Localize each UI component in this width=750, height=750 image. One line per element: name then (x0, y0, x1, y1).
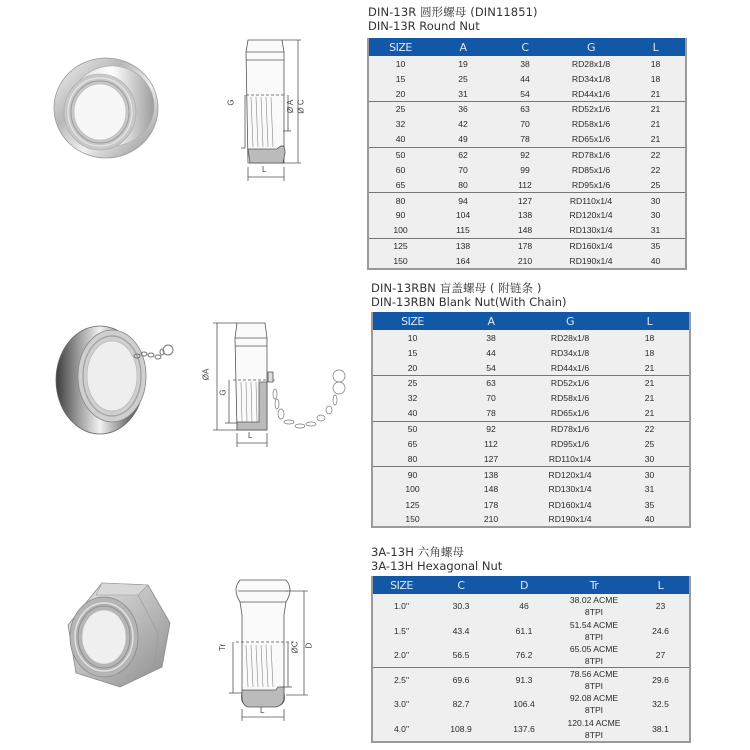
table-cell: 21 (644, 362, 655, 373)
table-cell: RD120x1/4 (530, 467, 610, 482)
dim-label-d: D (304, 642, 314, 649)
table-cell: 35 (626, 238, 686, 253)
table-row (372, 643, 690, 668)
title-en: 3A-13H Hexagonal Nut (371, 559, 503, 573)
dim-label-c: Ø C (296, 99, 306, 114)
table-cell: 31 (644, 484, 655, 495)
table-cell: 104 (455, 210, 471, 221)
table-row (372, 360, 690, 375)
table-row (372, 345, 690, 360)
table-cell: 50 (368, 147, 432, 162)
table-cell: 38.02 ACME 8TPI (569, 595, 619, 618)
table-row (368, 71, 686, 86)
table-row (368, 223, 686, 238)
table-cell: 35 (644, 499, 655, 510)
table-cell: 91.3 (492, 668, 556, 693)
table-cell: RD85x1/6 (571, 164, 611, 175)
table-cell: 21 (650, 88, 661, 99)
table-cell: 3.0" (394, 699, 409, 710)
table-cell: 1.0" (394, 601, 409, 612)
table-cell: 148 (483, 484, 499, 495)
title-cn: 3A-13H 六角螺母 (371, 545, 465, 559)
column-header-g: G (530, 312, 610, 330)
table-cell: RD160x1/4 (556, 238, 626, 253)
table-cell: 21 (644, 408, 655, 419)
table-cell: 46 (519, 601, 529, 612)
table-cell: RD160x1/4 (548, 499, 592, 510)
table-cell: 22 (650, 164, 661, 175)
table-cell: 18 (650, 73, 661, 84)
table-cell: RD95x1/6 (571, 179, 611, 190)
table-cell: 25 (644, 438, 655, 449)
spec-table-3a13h (371, 576, 691, 743)
table-cell: RD52x1/6 (530, 376, 610, 391)
column-header-d: D (492, 576, 556, 594)
table-cell: 92 (494, 147, 556, 162)
table-cell: 108.9 (450, 723, 472, 734)
table-cell: 38.1 (652, 723, 669, 734)
table-cell: RD34x1/8 (571, 73, 611, 84)
table-row (372, 692, 690, 717)
table-row (368, 117, 686, 132)
table-cell: RD28x1/8 (550, 332, 590, 343)
table-row (368, 56, 686, 71)
column-header-l: L (626, 38, 686, 56)
table-cell: 112 (518, 179, 532, 190)
table-cell: 19 (458, 58, 468, 69)
table-cell: 32.5 (652, 699, 669, 710)
table-cell: 54 (520, 88, 530, 99)
table-cell: 18 (644, 332, 655, 343)
title-en: DIN-13R Round Nut (368, 19, 480, 33)
table-cell: RD110x1/4 (548, 453, 592, 464)
section-title-3a13h (371, 545, 502, 573)
table-row (368, 238, 686, 253)
dim-label-a: ØA (201, 368, 211, 381)
table-cell: 29.6 (632, 668, 690, 693)
table-cell: 44 (520, 73, 530, 84)
table-row (372, 436, 690, 451)
table-cell: 24.6 (652, 625, 669, 636)
table-row (368, 193, 686, 208)
table-cell: 22 (610, 421, 690, 436)
table-cell: 27 (655, 650, 666, 660)
table-cell: 25 (372, 376, 452, 391)
table-cell: 60 (395, 164, 406, 175)
table-cell: 50 (372, 421, 452, 436)
hexagonal-nut-photo (58, 575, 178, 695)
table-row (368, 253, 686, 268)
table-cell: 40 (644, 514, 655, 525)
dim-label-g: G (218, 389, 228, 396)
table-row (368, 102, 686, 117)
table-cell: RD34x1/8 (550, 347, 590, 358)
round-nut-photo (42, 48, 167, 168)
table-header-row (372, 576, 690, 594)
table-cell: 15 (395, 73, 406, 84)
table-cell: 65 (395, 179, 406, 190)
table-cell: 164 (455, 255, 471, 266)
title-en: DIN-13RBN Blank Nut(With Chain) (371, 295, 567, 309)
table-row (368, 86, 686, 101)
table-cell: 21 (626, 102, 686, 117)
table-cell: 92.08 ACME 8TPI (569, 693, 619, 716)
table-row (372, 330, 690, 345)
table-cell: 78 (520, 134, 530, 145)
table-cell: 40 (407, 408, 418, 419)
table-cell: 127 (494, 193, 556, 208)
table-cell: 31 (650, 225, 661, 236)
column-header-tr: Tr (556, 576, 632, 594)
table-cell: 94 (432, 193, 494, 208)
table-cell: 63 (494, 102, 556, 117)
table-cell: 40 (650, 255, 661, 266)
column-header-l: L (610, 312, 690, 330)
table-cell: 38 (486, 332, 496, 343)
table-cell: 210 (517, 255, 533, 266)
table-cell: 56.5 (452, 650, 470, 660)
table-cell: 23 (655, 601, 666, 612)
table-row (372, 512, 690, 527)
table-cell: 82.7 (452, 699, 470, 710)
spec-table-din13rbn (371, 312, 691, 528)
table-cell: 22 (626, 147, 686, 162)
table-cell: RD65x1/6 (571, 134, 611, 145)
table-row (372, 717, 690, 742)
table-cell: 100 (393, 225, 408, 236)
table-cell: 32 (407, 393, 418, 404)
table-cell: 18 (650, 58, 661, 69)
dim-label-c: ØC (290, 641, 300, 654)
table-cell: 115 (456, 225, 470, 236)
table-cell: 80 (368, 193, 432, 208)
table-cell: 30 (650, 210, 661, 221)
table-cell: 100 (405, 484, 420, 495)
table-cell: 49 (458, 134, 468, 145)
table-row (372, 467, 690, 482)
table-cell: 30 (644, 453, 655, 464)
table-cell: RD65x1/6 (550, 408, 590, 419)
table-cell: RD130x1/4 (548, 484, 592, 495)
table-cell: RD44x1/6 (550, 362, 590, 373)
table-cell: 25 (368, 102, 432, 117)
table-cell: 62 (432, 147, 494, 162)
section-title-din13rbn (371, 281, 567, 309)
table-cell: 90 (372, 467, 452, 482)
title-cn: DIN-13RBN 盲盖螺母 ( 附链条 ) (371, 281, 542, 295)
table-row (368, 147, 686, 162)
table-cell: RD44x1/6 (571, 88, 611, 99)
table-cell: 120.14 ACME 8TPI (567, 717, 621, 740)
table-cell: 31 (458, 88, 468, 99)
dim-label-l: L (260, 706, 265, 715)
table-cell: 70 (486, 393, 496, 404)
table-cell: 70 (458, 164, 468, 175)
table-cell: 138 (517, 210, 533, 221)
column-header-size: SIZE (372, 576, 430, 594)
table-header-row (368, 38, 686, 56)
table-cell: 32 (395, 119, 406, 130)
table-cell: 43.4 (452, 625, 470, 636)
table-cell: 30 (610, 467, 690, 482)
table-row (372, 376, 690, 391)
blank-nut-technical-drawing (195, 318, 365, 448)
table-cell: RD78x1/6 (556, 147, 626, 162)
table-cell: 20 (395, 88, 406, 99)
table-cell: 21 (644, 393, 655, 404)
table-cell: 90 (395, 210, 406, 221)
column-header-c: C (494, 38, 556, 56)
column-header-size: SIZE (372, 312, 452, 330)
table-row (372, 406, 690, 421)
table-cell: 125 (368, 238, 432, 253)
column-header-size: SIZE (368, 38, 432, 56)
table-cell: RD120x1/4 (569, 210, 613, 221)
blank-nut-with-chain-photo (42, 312, 192, 440)
table-cell: 54 (486, 362, 496, 373)
table-cell: 40 (395, 134, 406, 145)
table-cell: RD95x1/6 (550, 438, 590, 449)
table-cell: 10 (407, 332, 418, 343)
table-cell: 137.6 (513, 723, 535, 734)
dim-label-g: G (226, 99, 236, 106)
table-cell: 70 (520, 119, 530, 130)
table-cell: 44 (486, 347, 496, 358)
table-row (372, 619, 690, 644)
table-row (368, 178, 686, 193)
column-header-a: A (432, 38, 494, 56)
dim-label-tr: Tr (218, 643, 228, 652)
hexagonal-nut-technical-drawing (218, 575, 328, 725)
dim-label-a: Ø A (286, 99, 296, 114)
table-cell: 21 (650, 134, 661, 145)
table-cell: 65.05 ACME 8TPI (569, 644, 619, 666)
table-cell: 36 (432, 102, 494, 117)
table-cell: RD28x1/8 (571, 58, 611, 69)
table-cell: 2.5" (372, 668, 430, 693)
table-cell: RD58x1/6 (550, 393, 590, 404)
table-cell: 99 (520, 164, 530, 175)
table-cell: 38 (520, 58, 530, 69)
table-cell: 92 (452, 421, 530, 436)
table-cell: 42 (458, 119, 468, 130)
table-cell: 51.54 ACME 8TPI (569, 619, 619, 642)
table-cell: 210 (483, 514, 499, 525)
table-cell: 150 (405, 514, 420, 525)
table-cell: 18 (644, 347, 655, 358)
table-cell: 69.6 (430, 668, 492, 693)
table-header-row (372, 312, 690, 330)
table-cell: 125 (405, 499, 420, 510)
round-nut-technical-drawing (215, 35, 320, 185)
column-header-c: C (430, 576, 492, 594)
table-cell: 30 (626, 193, 686, 208)
dim-label-l: L (248, 431, 253, 440)
table-cell: 112 (484, 438, 498, 449)
table-cell: 15 (407, 347, 418, 358)
table-cell: 4.0" (394, 723, 409, 734)
spec-table-din13r (367, 38, 687, 270)
table-cell: 63 (452, 376, 530, 391)
table-row (368, 132, 686, 147)
table-cell: 78.56 ACME 8TPI (556, 668, 632, 693)
table-cell: 178 (494, 238, 556, 253)
dim-label-l: L (262, 165, 267, 174)
table-cell: 2.0" (394, 650, 409, 660)
table-cell: 65 (407, 438, 418, 449)
table-cell: RD58x1/6 (571, 119, 611, 130)
table-cell: RD78x1/6 (530, 421, 610, 436)
table-cell: 148 (517, 225, 533, 236)
table-row (372, 452, 690, 467)
table-cell: 21 (610, 376, 690, 391)
table-cell: RD190x1/4 (548, 514, 592, 525)
table-cell: 138 (452, 467, 530, 482)
table-cell: 10 (395, 58, 406, 69)
table-cell: 80 (458, 179, 468, 190)
table-row (372, 594, 690, 619)
table-cell: RD130x1/4 (569, 225, 613, 236)
table-cell: 21 (650, 119, 661, 130)
table-row (372, 391, 690, 406)
table-cell: 150 (393, 255, 408, 266)
table-row (372, 482, 690, 497)
column-header-a: A (452, 312, 530, 330)
section-title-din13r (368, 5, 538, 33)
table-row (368, 208, 686, 223)
table-cell: 25 (458, 73, 468, 84)
table-cell: 127 (483, 453, 499, 464)
table-cell: 20 (407, 362, 418, 373)
table-cell: RD190x1/4 (569, 255, 613, 266)
column-header-l: L (632, 576, 690, 594)
table-cell: 1.5" (394, 625, 409, 636)
table-cell: 78 (486, 408, 496, 419)
table-cell: 30.3 (452, 601, 470, 612)
table-cell: RD110x1/4 (556, 193, 626, 208)
title-cn: DIN-13R 圆形螺母 (DIN11851) (368, 5, 538, 19)
table-cell: RD52x1/6 (556, 102, 626, 117)
table-cell: 80 (407, 453, 418, 464)
table-row (372, 497, 690, 512)
table-row (372, 668, 690, 693)
table-cell: 106.4 (513, 699, 535, 710)
table-cell: 76.2 (515, 650, 533, 660)
table-cell: 61.1 (515, 625, 533, 636)
table-row (368, 162, 686, 177)
table-cell: 25 (650, 179, 661, 190)
table-cell: 138 (432, 238, 494, 253)
table-cell: 178 (483, 499, 499, 510)
table-row (372, 421, 690, 436)
column-header-g: G (556, 38, 626, 56)
